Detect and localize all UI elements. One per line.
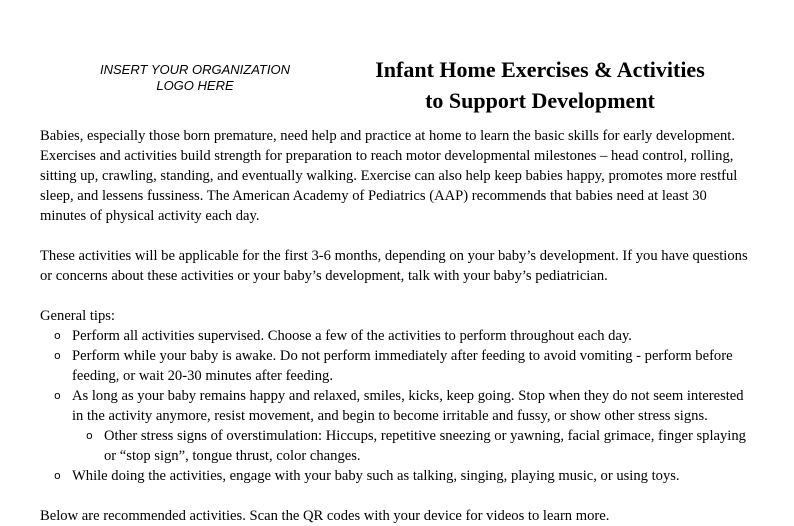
list-item-text: Other stress signs of overstimulation: Hiccups, repetitive sneezing or yawning, facial grimace, finger splaying or “stop sign”, tongue thrust, color changes.	[104, 428, 746, 464]
hollow-bullet-icon: o	[54, 469, 61, 482]
page-title-line1: Infant Home Exercises & Activities	[375, 57, 705, 82]
logo-placeholder-line2: LOGO HERE	[156, 78, 234, 93]
page-title-line2: to Support Development	[425, 88, 655, 113]
tips-list	[40, 326, 756, 486]
tips-heading: General tips:	[40, 308, 115, 324]
document-body	[40, 126, 756, 526]
hollow-bullet-icon: o	[54, 389, 61, 402]
list-item	[72, 426, 756, 466]
applicability-paragraph: These activities will be applicable for the first 3-6 months, depending on your baby’s development. If you have questions or concerns about these activities or your baby’s development, talk with your baby’s pediatrician.	[40, 248, 748, 284]
closing-paragraph: Below are recommended activities. Scan the QR codes with your device for videos to learn more.	[40, 508, 610, 524]
list-item	[40, 466, 756, 486]
list-item-text: Perform while your baby is awake. Do not perform immediately after feeding to avoid vomiting - perform before feeding, or wait 20-30 minutes after feeding.	[72, 348, 733, 384]
hollow-bullet-icon: o	[54, 329, 61, 342]
list-item	[40, 386, 756, 466]
stress-signs-sublist	[72, 426, 756, 466]
list-item	[40, 346, 756, 386]
list-item-text: Perform all activities supervised. Choose a few of the activities to perform throughout each day.	[72, 328, 632, 344]
intro-paragraph: Babies, especially those born premature, need help and practice at home to learn the basic skills for early development. Exercises and activities build strength for preparation to reach motor developmental milestones – head control, rolling, sitting up, crawling, standing, and eventually walking. Exercise can also help keep babies happy, promotes more restful sleep, and lessens fussiness. The American Academy of Pediatrics (AAP) recommends that babies need at least 30 minutes of physical activity each day.	[40, 128, 738, 224]
list-item-text: As long as your baby remains happy and relaxed, smiles, kicks, keep going. Stop when they do not seem interested in the activity anymore, resist movement, and begin to become irritable and fussy, or show other stress signs.	[72, 388, 744, 424]
logo-placeholder-line1: INSERT YOUR ORGANIZATION	[100, 62, 290, 77]
hollow-bullet-icon: o	[86, 429, 93, 442]
list-item-text: While doing the activities, engage with your baby such as talking, singing, playing music, or using toys.	[72, 468, 680, 484]
list-item	[40, 326, 756, 346]
logo-placeholder	[80, 62, 310, 94]
hollow-bullet-icon: o	[54, 349, 61, 362]
page-title	[340, 54, 740, 116]
